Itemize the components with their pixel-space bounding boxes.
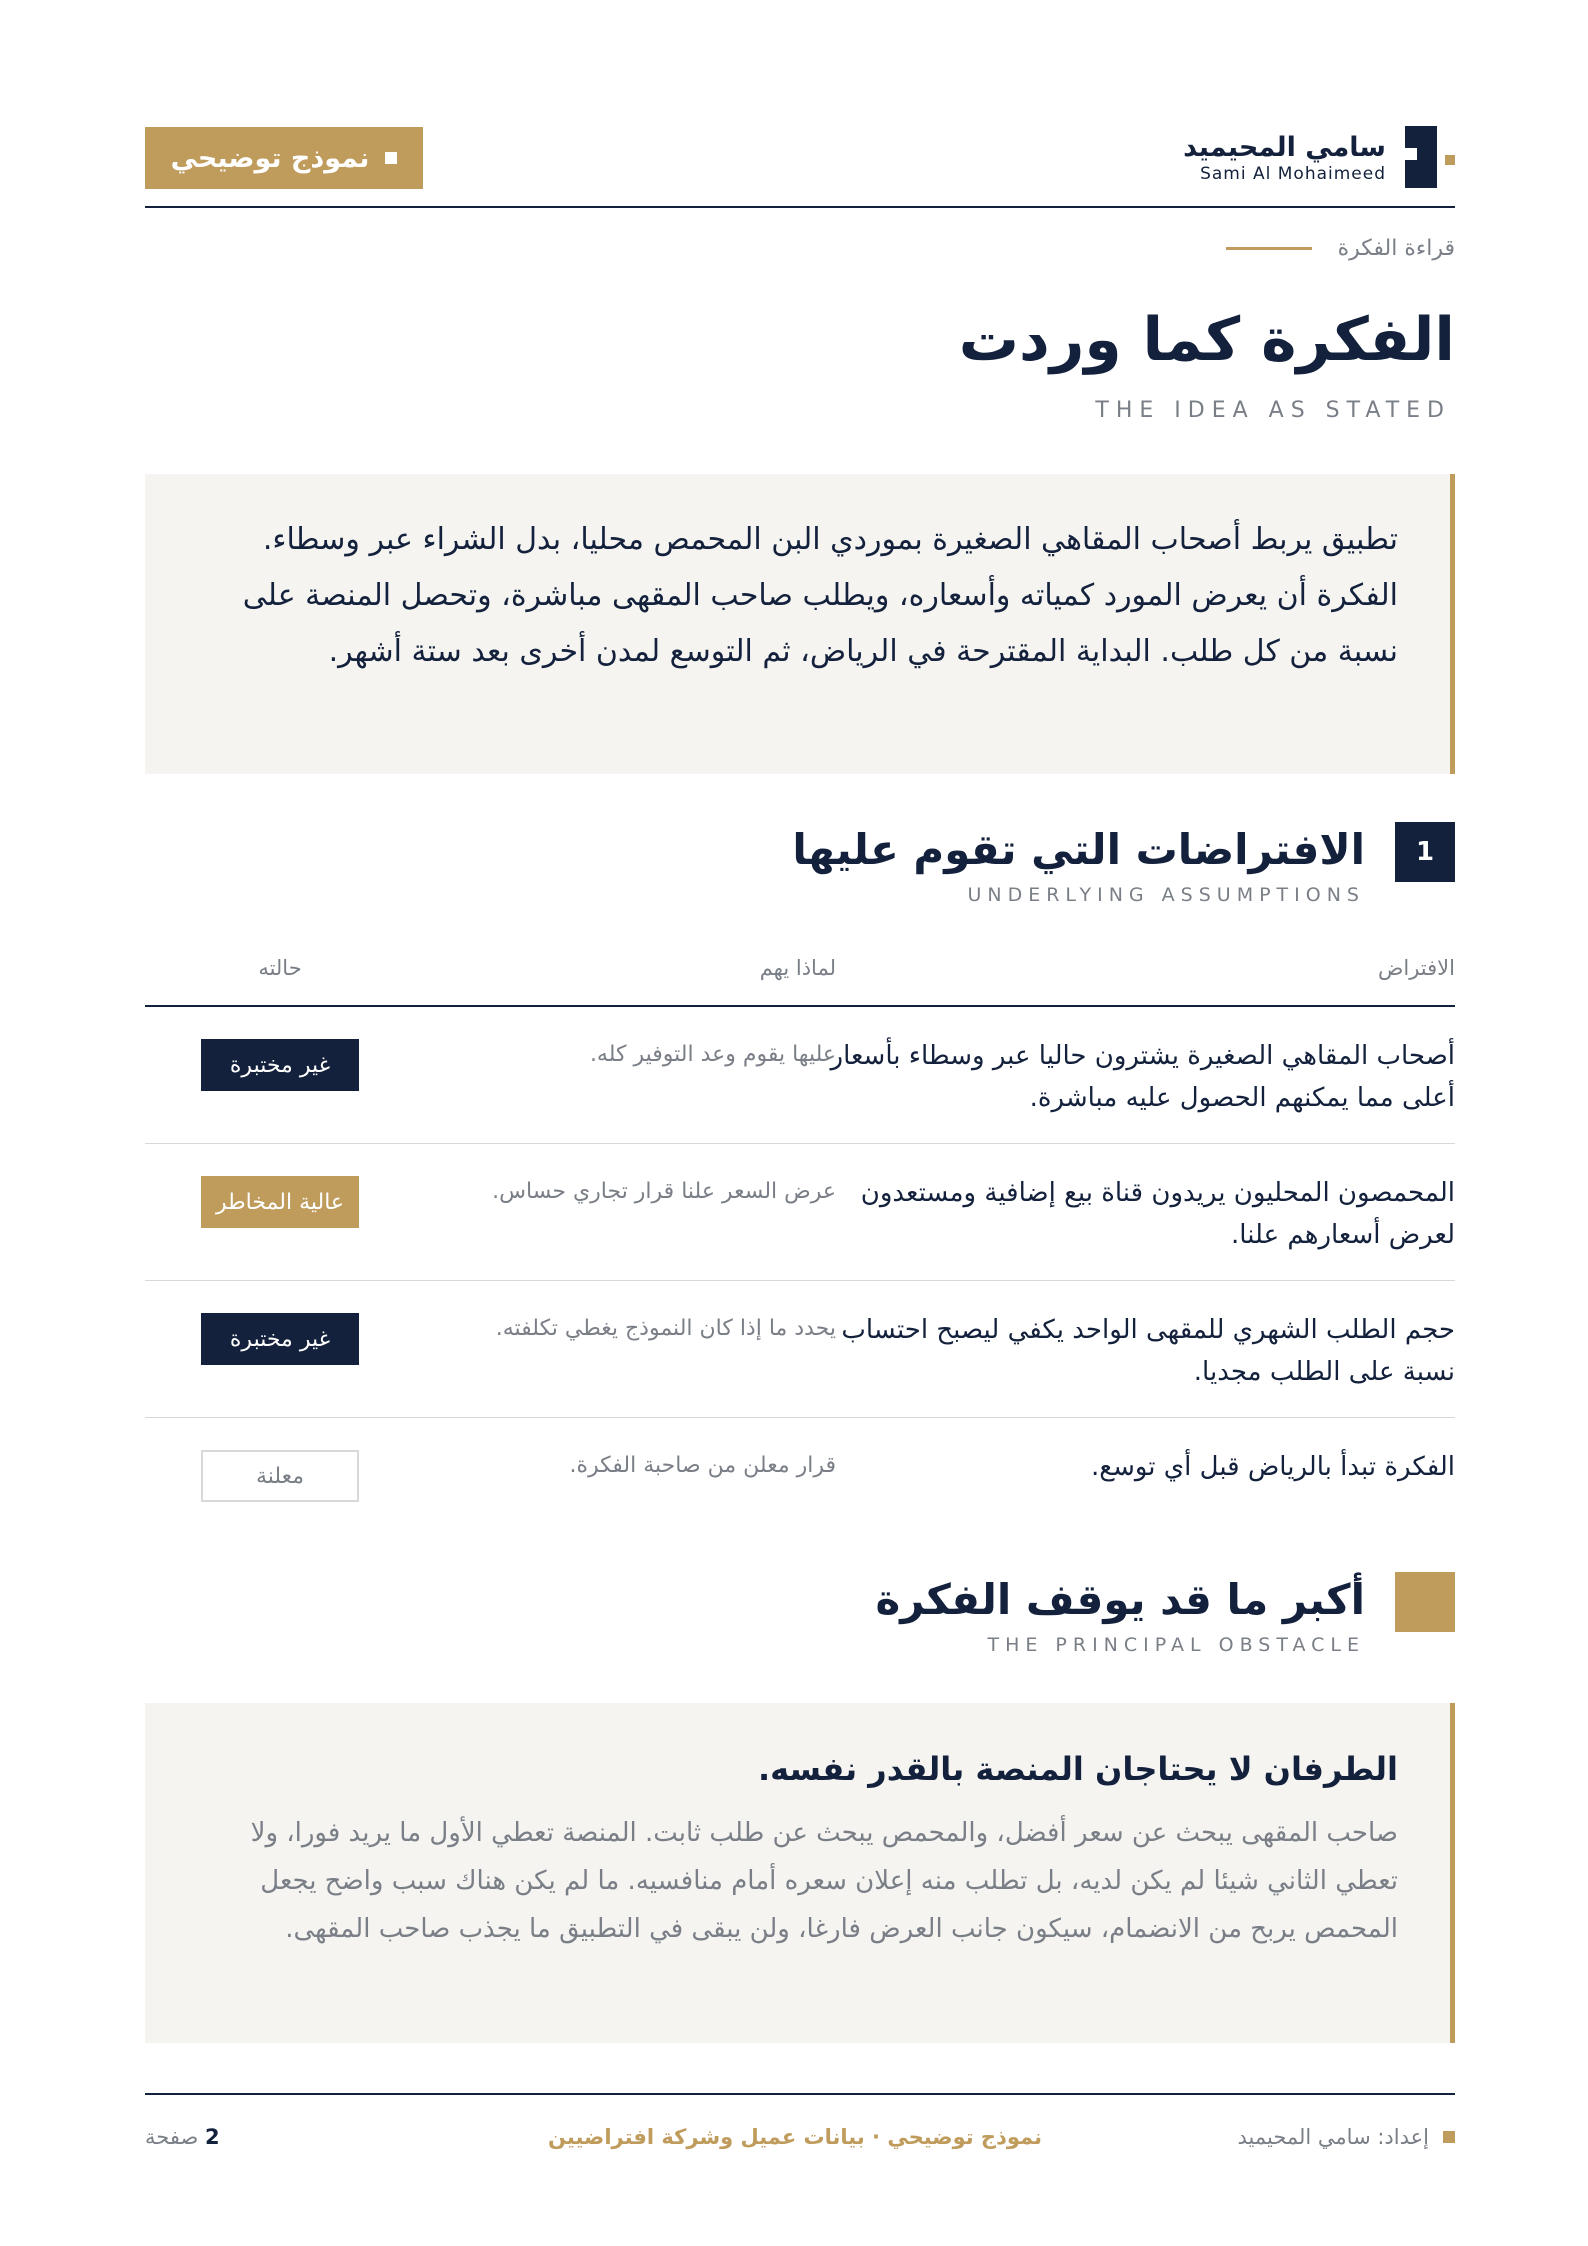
section-title-en: UNDERLYING ASSUMPTIONS (967, 884, 1365, 906)
why-cell: قرار معلن من صاحبة الفكرة. (569, 1453, 836, 1478)
eyebrow-label: قراءة الفكرة (1337, 236, 1455, 261)
page-header (145, 124, 1455, 208)
page-title-en: THE IDEA AS STATED (1095, 398, 1451, 423)
column-header-assumption: الافتراض (1378, 956, 1455, 980)
footer-disclaimer: نموذج توضيحي · بيانات عميل وشركة افتراضيين (548, 2125, 1042, 2149)
square-bullet-icon (1443, 2131, 1455, 2143)
footer-prepared-by: إعداد: سامي المحيميد (1237, 2125, 1429, 2149)
sample-tag-label: نموذج توضيحي (170, 142, 370, 174)
status-badge: غير مختبرة (201, 1039, 359, 1091)
obstacle-body: صاحب المقهى يبحث عن سعر أفضل، والمحمص يبحث عن طلب ثابت. المنصة تعطي الأول ما يريد فورا، ولا تعطي الثاني شيئا لم يكن لديه، بل تطلب منه إعلان سعره أمام منافسيه. ما لم يكن هناك سبب واضح يجعل المحمص يربح من الانضمام، سيكون جانب العرض فارغا، ولن يبقى في التطبيق ما يجذب صاحب المقهى. (250, 1818, 1398, 1944)
page-footer (145, 2093, 1455, 2163)
brand-name-ar: سامي المحيميد (1183, 132, 1386, 163)
table-row (145, 1007, 1455, 1144)
brand-logo-icon (1400, 126, 1455, 192)
section-assumptions-heading (792, 818, 1455, 906)
table-row (145, 1144, 1455, 1281)
section-number-badge: 1 (1395, 822, 1455, 882)
idea-text: تطبيق يربط أصحاب المقاهي الصغيرة بموردي البن المحمص محليا، بدل الشراء عبر وسطاء. الفكرة أن يعرض المورد كمياته وأسعاره، ويطلب صاحب المقهى مباشرة، وتحصل المنصة على نسبة من كل طلب. البداية المقترحة في الرياض، ثم التوسع لمدن أخرى بعد ستة أشهر. (242, 522, 1398, 669)
status-badge: عالية المخاطر (201, 1176, 359, 1228)
section-marker-square-icon (1395, 1572, 1455, 1632)
obstacle-heading: الطرفان لا يحتاجان المنصة بالقدر نفسه. (757, 1750, 1398, 1788)
why-cell: عليها يقوم وعد التوفير كله. (589, 1042, 836, 1067)
obstacle-box (145, 1703, 1455, 2043)
footer-page (145, 2125, 220, 2149)
table-row (145, 1281, 1455, 1418)
document-page (145, 0, 1455, 2246)
column-header-status: حالته (258, 956, 302, 980)
idea-quote-box (145, 474, 1455, 774)
assumption-cell: الفكرة تبدأ بالرياض قبل أي توسع. (1090, 1452, 1455, 1482)
sample-tag (145, 127, 423, 189)
section-title: الافتراضات التي تقوم عليها (792, 825, 1365, 874)
table-row (145, 1418, 1455, 1528)
brand-name-en: Sami Al Mohaimeed (1200, 164, 1386, 184)
page-label: صفحة (145, 2125, 199, 2149)
column-header-why: لماذا يهم (759, 956, 836, 980)
eyebrow-rule (1226, 247, 1312, 250)
page-title: الفكرة كما وردت (958, 305, 1455, 375)
status-badge: معلنة (201, 1450, 359, 1502)
section-title: أكبر ما قد يوقف الفكرة (875, 1575, 1365, 1624)
assumption-cell: حجم الطلب الشهري للمقهى الواحد يكفي ليصبح احتساب نسبة على الطلب مجديا. (841, 1315, 1455, 1387)
square-bullet-icon (385, 152, 397, 164)
page-number: 2 (204, 2125, 220, 2149)
status-badge: غير مختبرة (201, 1313, 359, 1365)
section-obstacle-heading (876, 1568, 1455, 1656)
footer-author (1237, 2125, 1455, 2149)
why-cell: يحدد ما إذا كان النموذج يغطي تكلفته. (495, 1316, 836, 1341)
eyebrow (1226, 236, 1455, 261)
assumption-cell: المحمصون المحليون يريدون قناة بيع إضافية ومستعدون لعرض أسعارهم علنا. (860, 1178, 1455, 1250)
why-cell: عرض السعر علنا قرار تجاري حساس. (492, 1179, 836, 1204)
section-title-en: THE PRINCIPAL OBSTACLE (987, 1634, 1365, 1656)
brand (1183, 126, 1455, 192)
assumption-cell: أصحاب المقاهي الصغيرة يشترون حاليا عبر وسطاء بأسعار أعلى مما يمكنهم الحصول عليه مباشرة. (830, 1041, 1455, 1113)
